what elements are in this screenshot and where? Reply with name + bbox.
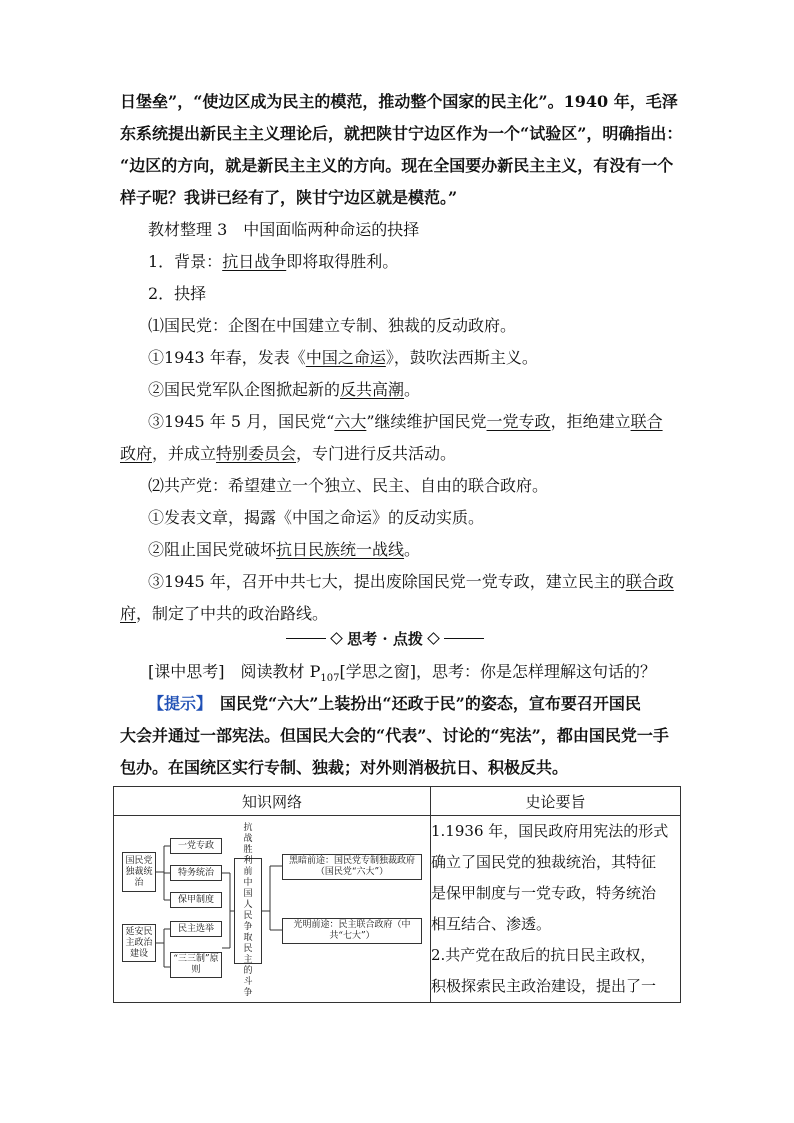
section3-title: 教材整理 3 中国面临两种命运的抉择 — [148, 220, 420, 239]
table-header-left: 知识网络 — [114, 787, 431, 816]
essential-line: 是保甲制度与一党专政，特务统治 — [431, 884, 657, 902]
blank-answer: 中国之命运 — [305, 348, 386, 367]
essential-line: 积极探索民主政治建设，提出了一 — [431, 977, 657, 995]
text: 国民党“六大”上装扮出“还政于民”的姿态，宣布要召开国民 — [204, 694, 641, 713]
text: 。 — [404, 540, 421, 559]
blank-answer: 联合政 — [625, 572, 674, 591]
hint-line2: 大会并通过一部宪法。但国民大会的“代表”、讨论的“宪法”，都由国民党一手 — [120, 726, 669, 745]
kmt-item-box: 一党专政 — [170, 838, 222, 854]
historical-essentials-cell — [431, 816, 681, 1003]
text: 》，鼓吹法西斯主义。 — [385, 348, 538, 367]
cpc-heading: ⑵共产党：希望建立一个独立、民主、自由的联合政府。 — [148, 476, 549, 495]
essential-line: 确立了国民党的独裁统治，其特征 — [431, 853, 657, 871]
table-header-right: 史论要旨 — [431, 787, 681, 816]
para1-line4: 样子呢？我讲已经有了，陕甘宁边区就是模范。” — [120, 188, 458, 207]
kmt-item-1 — [120, 348, 708, 368]
yanan-item-box: 民主选举 — [170, 921, 222, 937]
para1-line1: 日堡垒”，“使边区成为民主的模范，推动整个国家的民主化”。1940 年，毛泽 — [120, 92, 678, 111]
separator-rule — [286, 638, 326, 639]
separator-rule — [444, 638, 484, 639]
kmt-item-box: 特务统治 — [170, 865, 222, 881]
text: ②国民党军队企图掀起新的 — [148, 380, 341, 399]
kmt-heading: ⑴国民党：企图在中国建立专制、独裁的反动政府。 — [148, 316, 517, 335]
page-subscript: 107 — [320, 673, 340, 685]
para1-line3: “边区的方向，就是新民主主义的方向。现在全国要办新民主主义，有没有一个 — [120, 156, 674, 175]
blank-answer: 政府 — [120, 444, 153, 463]
choice-heading: 2．抉择 — [148, 284, 207, 303]
section-separator — [185, 628, 585, 649]
think-label: [课中思考] — [148, 662, 225, 681]
blank-answer: 一党专政 — [486, 412, 551, 431]
yanan-item-box: “三三制”原则 — [170, 952, 222, 978]
essential-line: 相互结合、渗透。 — [431, 915, 552, 933]
separator-label: 思考 · 点拨 — [347, 630, 423, 648]
text: ”继续维护国民党 — [366, 412, 487, 431]
background-line — [120, 252, 708, 272]
text: ①1943 年春，发表《 — [148, 348, 306, 367]
essential-line: 2.共产党在敌后的抗日民主政权， — [431, 946, 656, 964]
blank-answer: 府 — [120, 604, 137, 623]
text: 阅读教材 P — [224, 662, 321, 681]
blank-answer: 抗日民族统一战线 — [276, 540, 405, 559]
hint-line1 — [120, 694, 708, 714]
text: 即将取得胜利。 — [286, 252, 399, 271]
text: 1．背景： — [148, 252, 223, 271]
cpc-item-1: ①发表文章，揭露《中国之命运》的反动实质。 — [148, 508, 485, 527]
para1-line2: 东系统提出新民主主义理论后，就把陕甘宁边区作为一个“试验区”，明确指出： — [120, 124, 683, 143]
kmt-dictatorship-box: 国民党独裁统治 — [122, 852, 156, 892]
connector-lines — [114, 816, 430, 1002]
knowledge-network-diagram — [114, 816, 430, 1002]
yanan-democracy-box: 延安民主政治建设 — [122, 924, 156, 962]
diamond-icon — [427, 632, 440, 645]
text: [学思之窗]，思考：你是怎样理解这句话的？ — [339, 662, 656, 681]
kmt-item-box: 保甲制度 — [170, 892, 222, 908]
kmt-item-3 — [120, 412, 708, 432]
text: 。 — [404, 380, 421, 399]
bright-future-box: 光明前途：民主联合政府（中共“七大”） — [282, 918, 422, 944]
cpc-item-3 — [120, 572, 708, 592]
knowledge-table — [113, 786, 681, 1003]
blank-answer: 联合 — [630, 412, 663, 431]
cpc-item-3-cont — [120, 604, 680, 624]
blank-answer: 六大 — [334, 412, 367, 431]
kmt-item-3-cont — [120, 444, 680, 464]
blank-answer: 抗日战争 — [222, 252, 287, 271]
center-struggle-box: 抗战胜利前中国人民争取民主的斗争 — [234, 858, 262, 964]
text: ，制定了中共的政治路线。 — [136, 604, 329, 623]
diamond-icon — [330, 632, 343, 645]
think-question — [120, 662, 708, 689]
text: ③1945 年，召开中共七大，提出废除国民党一党专政，建立民主的 — [148, 572, 626, 591]
knowledge-network-cell — [114, 816, 431, 1003]
text: ③1945 年 5 月，国民党“ — [148, 412, 335, 431]
hint-line3: 包办。在国统区实行专制、独裁；对外则消极抗日、积极反共。 — [120, 758, 569, 777]
dark-future-box: 黑暗前途：国民党专制独裁政府（国民党“六大”） — [282, 854, 422, 880]
text: ，并成立 — [152, 444, 217, 463]
text: ，专门进行反共活动。 — [296, 444, 457, 463]
blank-answer: 反共高潮 — [340, 380, 405, 399]
blank-answer: 特别委员会 — [216, 444, 297, 463]
essential-line: 1.1936 年，国民政府用宪法的形式 — [431, 822, 669, 840]
text: ，拒绝建立 — [550, 412, 631, 431]
kmt-item-2 — [120, 380, 708, 400]
text: ②阻止国民党破坏 — [148, 540, 277, 559]
hint-label: 【提示】 — [148, 694, 205, 713]
cpc-item-2 — [120, 540, 708, 560]
